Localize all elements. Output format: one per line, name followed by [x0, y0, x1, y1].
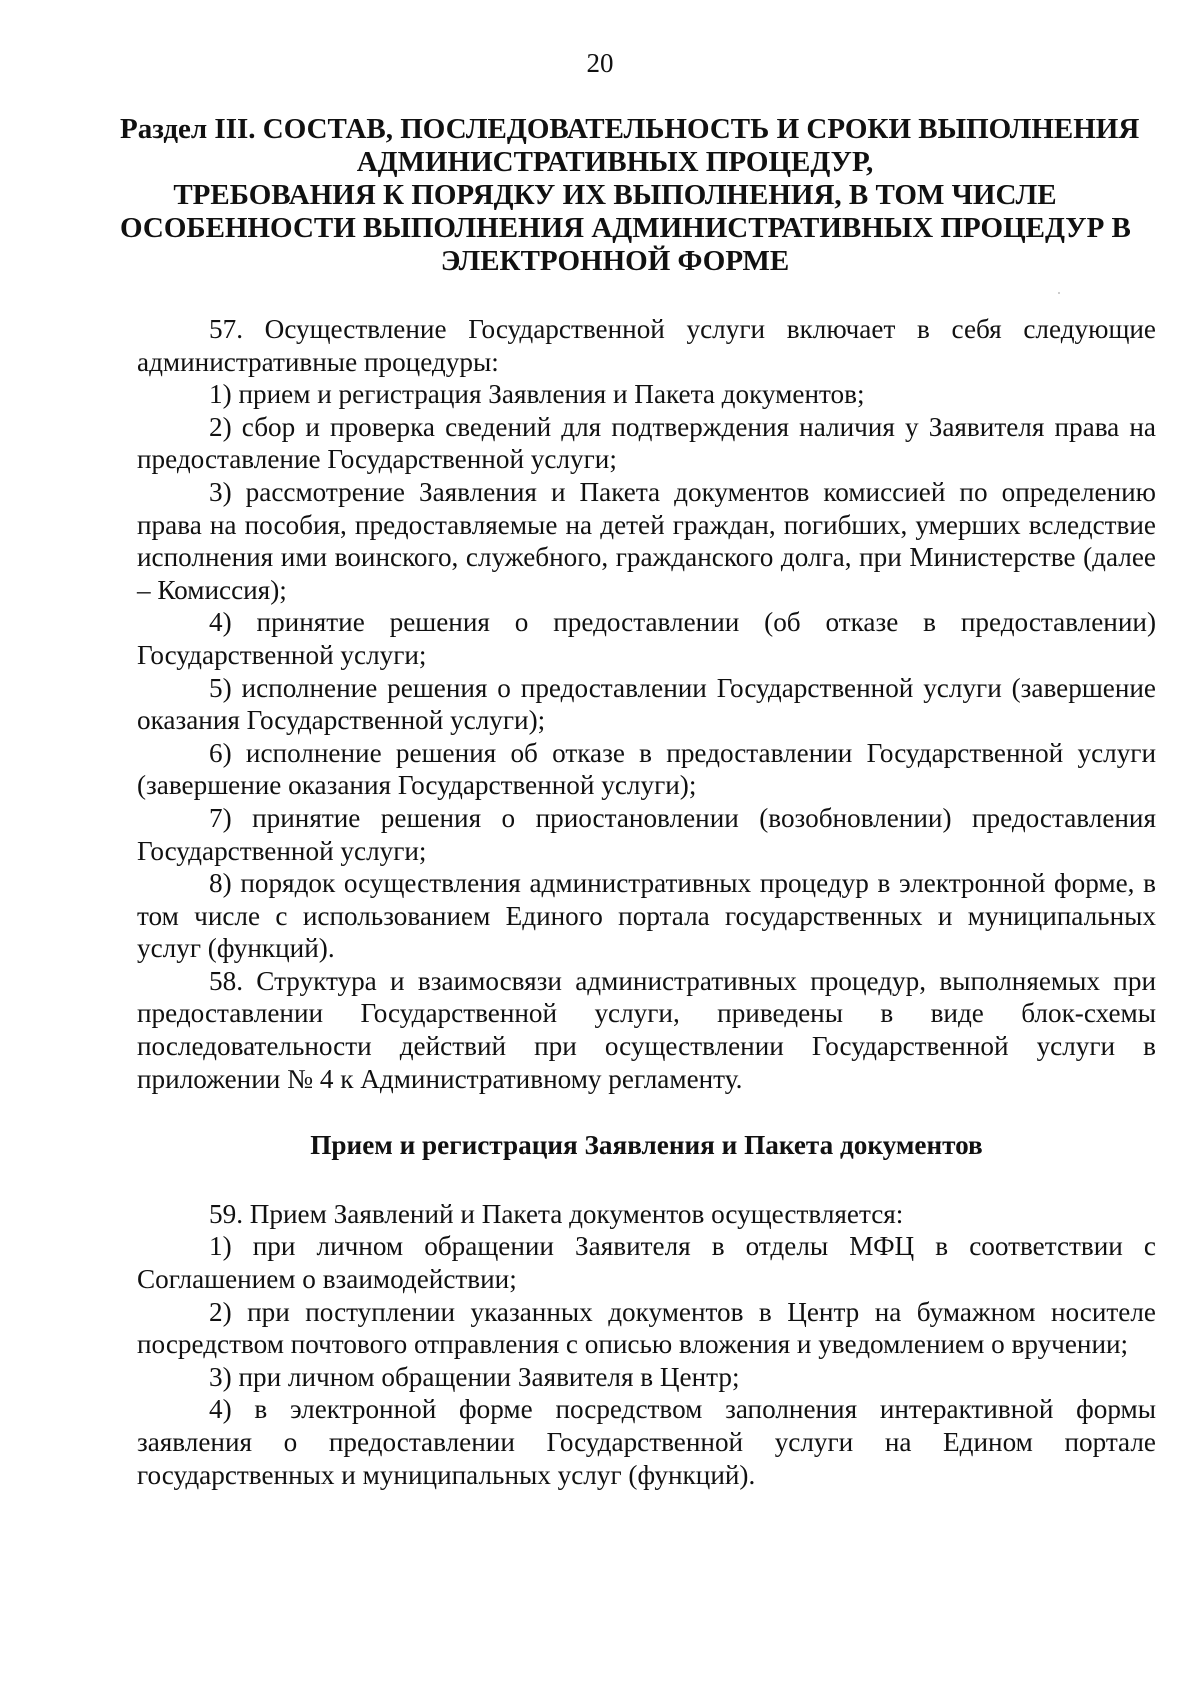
list-item-procedure-5: 5) исполнение решения о предоставлении Государственной услуги (завершение оказания Государственной услуги);: [137, 672, 1156, 736]
list-item-procedure-3: 3) рассмотрение Заявления и Пакета документов комиссией по определению права на пособия, предоставляемые на детей граждан, погибших, умерших вследствие исполнения ими воинского, служебного, гражданского долга, при Министерстве (далее – Комиссия);: [137, 476, 1156, 605]
body-text: [137, 313, 1156, 1491]
list-item-procedure-6: 6) исполнение решения об отказе в предоставлении Государственной услуги (завершение оказания Государственной услуги);: [137, 737, 1156, 801]
section-title-line: ТРЕБОВАНИЯ К ПОРЯДКУ ИХ ВЫПОЛНЕНИЯ, В ТОМ ЧИСЛЕ: [173, 179, 1057, 211]
scan-speck: [1058, 292, 1060, 294]
subheading-reception: Прием и регистрация Заявления и Пакета документов: [310, 1130, 983, 1161]
list-item-procedure-1: 1) прием и регистрация Заявления и Пакета документов;: [209, 379, 865, 410]
page-number: 20: [586, 48, 614, 78]
paragraph-57: 57. Осуществление Государственной услуги включает в себя следующие административные процедуры:: [137, 314, 1156, 377]
section-title-line: АДМИНИСТРАТИВНЫХ ПРОЦЕДУР,: [356, 146, 874, 178]
paragraph-58: 58. Структура и взаимосвязи административных процедур, выполняемых при предоставлении Государственной услуги, приведены в виде блок-схемы последовательности действий при осуществлении Государственной услуги в приложении № 4 к Административному регламенту.: [137, 965, 1156, 1094]
list-item-procedure-7: 7) принятие решения о приостановлении (возобновлении) предоставления Государственной услуги;: [137, 802, 1156, 866]
list-item-procedure-8: 8) порядок осуществления административных процедур в электронной форме, в том числе с использованием Единого портала государственных и муниципальных услуг (функций).: [137, 868, 1156, 964]
section-title-line: Раздел III. СОСТАВ, ПОСЛЕДОВАТЕЛЬНОСТЬ И СРОКИ ВЫПОЛНЕНИЯ: [120, 113, 1140, 145]
list-item-reception-1: 1) при личном обращении Заявителя в отделы МФЦ в соответствии с Соглашением о взаимодействии;: [137, 1231, 1156, 1295]
paragraph-59: 59. Прием Заявлений и Пакета документов осуществляется:: [209, 1198, 904, 1229]
section-title-line: ЭЛЕКТРОННОЙ ФОРМЕ: [440, 245, 790, 277]
list-item-reception-4: 4) в электронной форме посредством заполнения интерактивной формы заявления о предоставлении Государственной услуги на Едином портале государственных и муниципальных услуг (функций).: [137, 1394, 1156, 1490]
section-title: [120, 113, 1140, 278]
section-title-line: ОСОБЕННОСТИ ВЫПОЛНЕНИЯ АДМИНИСТРАТИВНЫХ ПРОЦЕДУР В: [120, 212, 1131, 244]
list-item-reception-3: 3) при личном обращении Заявителя в Центр;: [209, 1361, 740, 1392]
list-item-reception-2: 2) при поступлении указанных документов в Центр на бумажном носителе посредством почтового отправления с описью вложения и уведомлением о вручении;: [137, 1296, 1156, 1360]
list-item-procedure-4: 4) принятие решения о предоставлении (об отказе в предоставлении) Государственной услуги;: [137, 607, 1156, 670]
list-item-procedure-2: 2) сбор и проверка сведений для подтверждения наличия у Заявителя права на предоставление Государственной услуги;: [137, 411, 1156, 475]
